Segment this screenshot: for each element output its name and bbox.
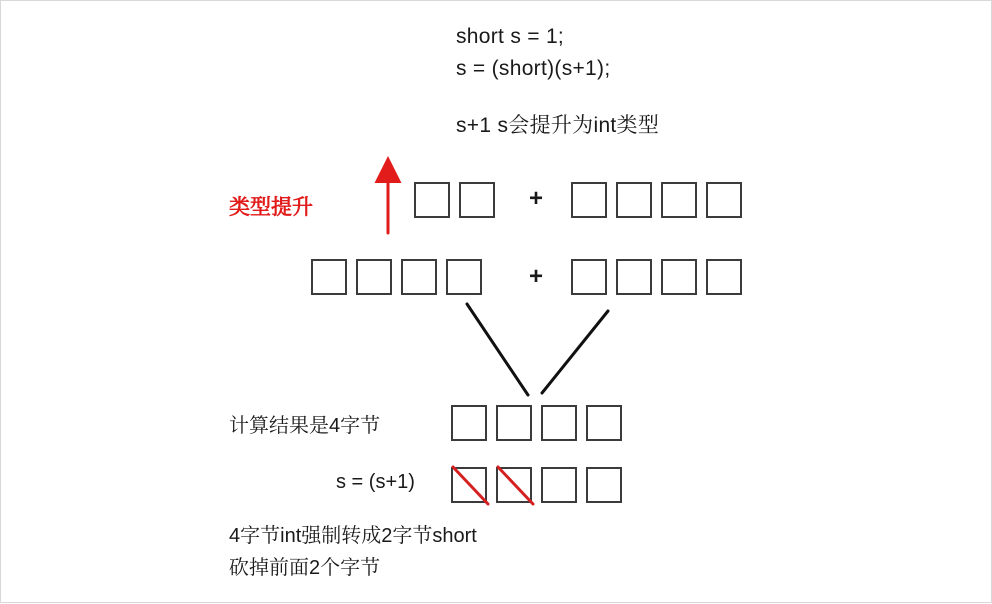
byte-box <box>586 405 622 441</box>
code-line-2: s = (short)(s+1); <box>456 57 611 80</box>
byte-box <box>451 467 487 503</box>
byte-box <box>541 467 577 503</box>
left-connector-line <box>467 304 528 395</box>
byte-box <box>459 182 495 218</box>
byte-box <box>571 182 607 218</box>
type-promotion-label: 类型提升 <box>229 196 313 219</box>
byte-box <box>496 467 532 503</box>
cast-note-line2: 砍掉前面2个字节 <box>229 557 381 579</box>
byte-box <box>616 259 652 295</box>
plus-sign-row1: + <box>529 185 544 212</box>
byte-box <box>706 182 742 218</box>
result-4bytes-label: 计算结果是4字节 <box>229 415 381 437</box>
cast-note-line1: 4字节int强制转成2字节short <box>229 525 477 547</box>
code-line-1: short s = 1; <box>456 25 565 48</box>
plus-sign-row2: + <box>529 263 544 290</box>
byte-box <box>616 182 652 218</box>
byte-box <box>706 259 742 295</box>
assignment-label: s = (s+1) <box>336 471 415 493</box>
byte-box <box>496 405 532 441</box>
byte-box <box>311 259 347 295</box>
byte-box <box>401 259 437 295</box>
byte-box <box>446 259 482 295</box>
byte-box <box>356 259 392 295</box>
byte-box <box>541 405 577 441</box>
byte-box <box>451 405 487 441</box>
byte-box <box>571 259 607 295</box>
right-connector-line <box>542 311 608 393</box>
code-note-promotion: s+1 s会提升为int类型 <box>456 114 660 137</box>
byte-box <box>661 259 697 295</box>
byte-box <box>414 182 450 218</box>
byte-box <box>661 182 697 218</box>
vector-overlay <box>1 1 992 604</box>
byte-box <box>586 467 622 503</box>
